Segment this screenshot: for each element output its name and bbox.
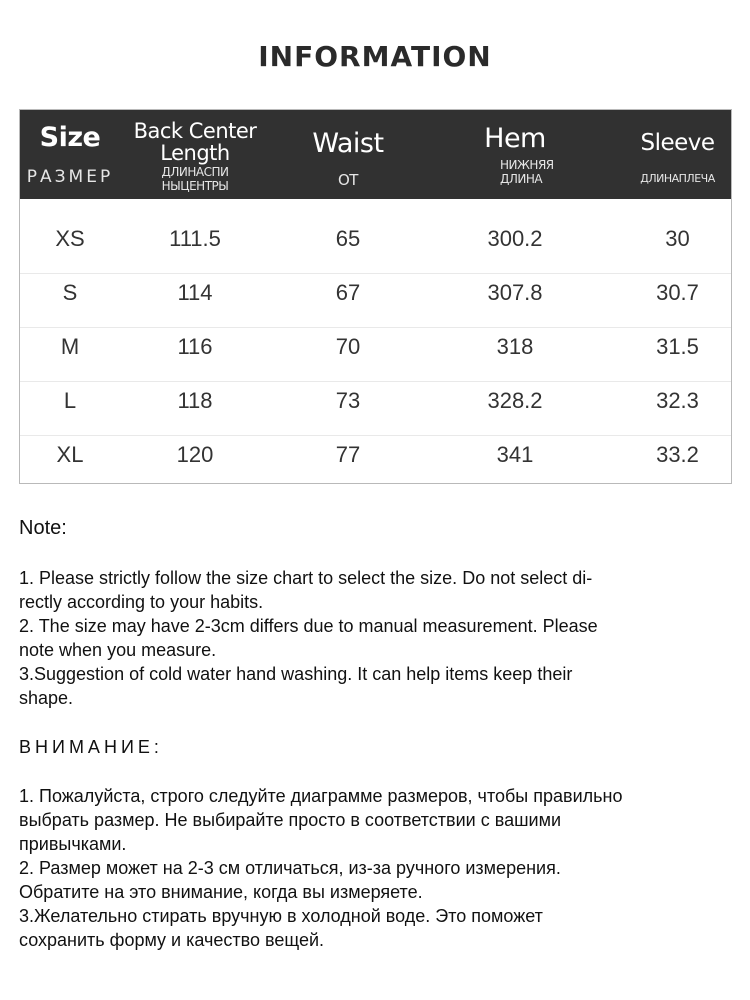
cell-size: XL xyxy=(56,442,84,467)
cell-sleeve: 33.2 xyxy=(656,442,699,467)
cell-size: L xyxy=(63,388,77,413)
cell-hem: 307.8 xyxy=(487,280,543,305)
table-body xyxy=(20,220,731,490)
ru-note-line: 2. Размер может на 2-3 см отличаться, из-за ручного измерения. xyxy=(19,858,561,878)
cell-back-length: 114 xyxy=(177,280,213,305)
ru-note-heading: ВНИМАНИЕ: xyxy=(19,737,163,757)
cell-size: M xyxy=(60,334,80,359)
ru-note-line: 3.Желательно стирать вручную в холодной воде. Это поможет xyxy=(19,906,543,926)
header-back-ru-line1: ДЛИНАСПИ xyxy=(161,165,229,179)
cell-hem: 328.2 xyxy=(487,388,543,413)
header-waist-ru: ОТ xyxy=(338,171,358,189)
ru-note-line: сохранить форму и качество вещей. xyxy=(19,930,325,950)
cell-waist: 73 xyxy=(335,388,361,413)
cell-sleeve: 31.5 xyxy=(656,334,699,359)
table-row xyxy=(20,436,731,490)
header-hem-ru xyxy=(500,159,580,187)
note-line: note when you measure. xyxy=(19,640,217,660)
cell-waist: 67 xyxy=(335,280,361,305)
header-hem-en: Hem xyxy=(484,123,546,154)
size-chart-table xyxy=(19,109,732,484)
cell-sleeve: 32.3 xyxy=(656,388,699,413)
cell-back-length: 118 xyxy=(177,388,213,413)
header-size-en: Size xyxy=(39,122,101,153)
cell-size: S xyxy=(62,280,78,305)
note-heading: Note: xyxy=(19,517,67,539)
header-hem-ru-line1: НИЖНЯЯ xyxy=(500,158,554,172)
note-line: 2. The size may have 2-3cm differs due to manual measurement. Please xyxy=(19,616,598,636)
note-line: 1. Please strictly follow the size chart to select the size. Do not select di- xyxy=(19,568,593,588)
header-waist xyxy=(298,110,398,199)
cell-hem: 300.2 xyxy=(487,226,543,251)
header-sleeve xyxy=(620,110,735,199)
header-hem xyxy=(450,110,580,199)
header-sleeve-en: Sleeve xyxy=(640,130,715,156)
cell-back-length: 111.5 xyxy=(169,226,221,251)
cell-waist: 70 xyxy=(335,334,361,359)
header-back-center-length-ru xyxy=(130,166,260,194)
header-sleeve-ru: ДЛИНАПЛЕЧА xyxy=(640,172,715,185)
header-back-ru-line2: НЫЦЕНТРЫ xyxy=(161,178,229,193)
ru-note-line: привычками. xyxy=(19,834,127,854)
header-back-center-length-en xyxy=(130,120,260,164)
header-back-line1: Back Center xyxy=(133,119,257,143)
cell-back-length: 120 xyxy=(176,442,214,467)
header-size-ru: РАЗМЕР xyxy=(26,167,114,187)
header-waist-en: Waist xyxy=(312,128,384,159)
cell-back-length: 116 xyxy=(177,334,213,359)
header-hem-ru-line2: ДЛИНА xyxy=(500,171,543,186)
header-back-center-length xyxy=(130,110,260,199)
cell-sleeve: 30.7 xyxy=(656,280,699,305)
table-row xyxy=(20,220,731,274)
cell-waist: 77 xyxy=(335,442,361,467)
cell-waist: 65 xyxy=(335,226,361,251)
header-back-line2: Length xyxy=(160,141,230,166)
cell-hem: 341 xyxy=(496,442,534,467)
page-title: INFORMATION xyxy=(258,40,492,73)
note-paragraph xyxy=(19,566,719,710)
cell-hem: 318 xyxy=(496,334,534,359)
cell-size: XS xyxy=(55,226,85,251)
ru-note-line: Обратите на это внимание, когда вы измеряете. xyxy=(19,882,423,902)
ru-note-line: выбрать размер. Не выбирайте просто в соответствии с вашими xyxy=(19,810,562,830)
table-header xyxy=(20,110,731,199)
note-line: rectly according to your habits. xyxy=(19,592,264,612)
table-row xyxy=(20,274,731,328)
note-line: 3.Suggestion of cold water hand washing. It can help items keep their xyxy=(19,664,573,684)
table-row xyxy=(20,328,731,382)
cell-sleeve: 30 xyxy=(665,226,690,251)
ru-note-paragraph xyxy=(19,784,719,952)
header-size xyxy=(20,110,120,199)
table-row xyxy=(20,382,731,436)
note-line: shape. xyxy=(19,688,74,708)
ru-note-line: 1. Пожалуйста, строго следуйте диаграмме размеров, чтобы правильно xyxy=(19,786,623,806)
